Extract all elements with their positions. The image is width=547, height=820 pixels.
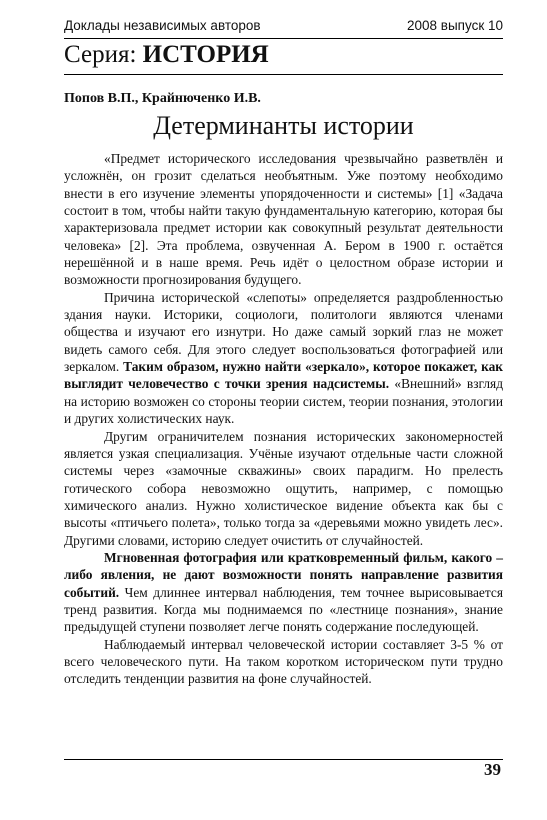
paragraph bbox=[64, 549, 503, 636]
paragraph bbox=[64, 150, 503, 289]
header-rule bbox=[64, 38, 503, 39]
authors: Попов В.П., Крайнюченко И.В. bbox=[64, 91, 261, 106]
article-title: Детерминанты истории bbox=[153, 111, 414, 140]
issue-label: 2008 выпуск 10 bbox=[407, 18, 503, 33]
paragraph bbox=[64, 289, 503, 428]
series-rule bbox=[64, 74, 503, 75]
series-prefix: Серия: bbox=[64, 41, 143, 68]
article-body bbox=[64, 150, 503, 688]
page-number: 39 bbox=[484, 760, 501, 779]
bold-text-run: Мгновенная фотография или кратковременный фильм, какого – либо явления, не дают возможности понять направление развития событий. bbox=[64, 549, 503, 600]
text-run: Чем длиннее интервал наблюдения, тем точнее вырисовывается тренд развития. Когда мы поднимаемся по «лестнице познания», знание предыдущей ступени позволяет легче понять содержание последующей. bbox=[64, 584, 503, 635]
series-name: ИСТОРИЯ bbox=[142, 41, 269, 68]
text-run: Причина исторической «слепоты» определяется раздробленностью здания науки. Историки, социологи, политологи являются членами общества и изучают его изнутри. Но даже самый зоркий глаз не может видеть самого себя. Для этого следует воспользоваться фотографией или зеркалом. bbox=[64, 289, 503, 375]
text-run: «Внешний» взгляд на историю возможен со стороны теории систем, теории познания, этологии и других холистических наук. bbox=[64, 376, 504, 427]
text-run: Наблюдаемый интервал человеческой истории составляет 3-5 % от всего человеческого пути. На таком коротком историческом пути трудно отследить тенденции развития на фоне случайностей. bbox=[64, 636, 503, 687]
text-run: «Предмет исторического исследования чрезвычайно разветвлён и усложнён, он грозит сделаться необъятным. Уже поэтому необходимо внести в его изучение элементы упорядоченности и системы» [1] «Задача состоит в том, чтобы найти такую фундаментальную категорию, которая бы характеризовала предмет истории как совокупный результат деятельности человека» [2]. Эта проблема, озвученная А. Бером в 1900 г. остаётся нерешённой и в наше время. Речь идёт о целостном образе истории и возможности прогнозирования будущего. bbox=[64, 151, 503, 288]
journal-title: Доклады независимых авторов bbox=[64, 18, 261, 33]
paragraph bbox=[64, 636, 503, 688]
bold-text-run: Таким образом, нужно найти «зеркало», которое покажет, как выглядит человечество с точки зрения надсистемы. bbox=[64, 359, 503, 392]
footer-rule bbox=[64, 759, 503, 760]
text-run: Другим ограничителем познания исторических закономерностей является узкая специализация. Учёные изучают отдельные части сложной системы через «замочные скважины» своих парадигм. Но прелесть готического собора невозможно ощутить, например, с помощью химического анализ. Нужно холистическое видение объекта как бы с высоты «птичьего полета», только тогда за «деревьями можно увидеть лес». Другими словами, историю следует очистить от случайностей. bbox=[64, 428, 503, 548]
running-header bbox=[64, 18, 503, 38]
paragraph bbox=[64, 428, 503, 549]
series-heading bbox=[64, 40, 269, 70]
